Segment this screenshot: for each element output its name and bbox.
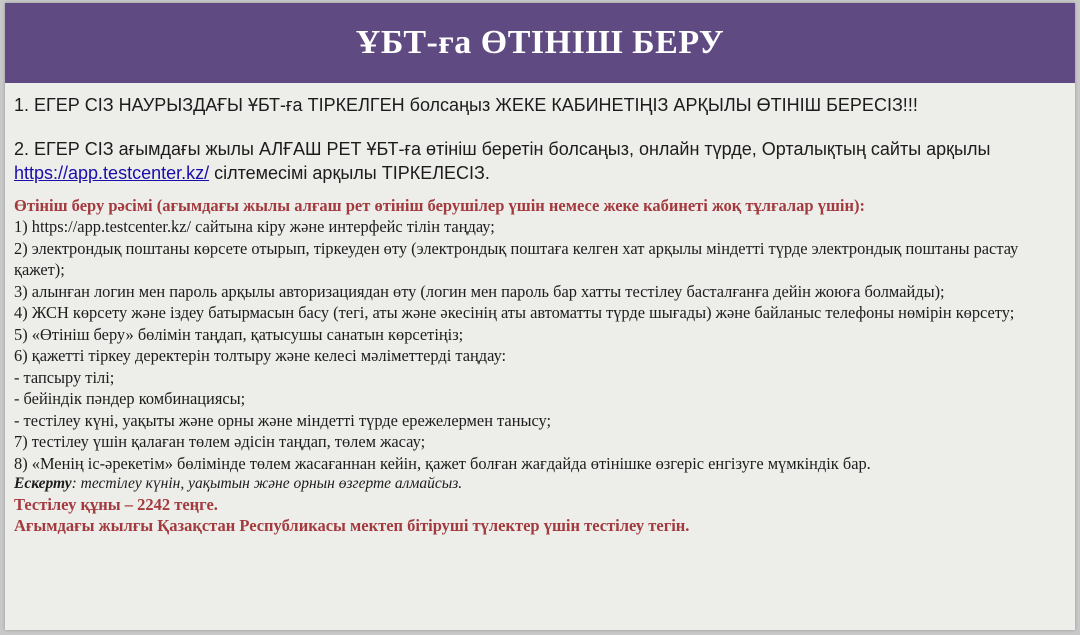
free-testing-text: Ағымдағы жылғы Қазақстан Республикасы мектеп бітіруші түлектер үшін тестілеу тегін. (14, 516, 690, 535)
procedure-item: 2) электрондық поштаны көрсете отырып, тіркеуден өту (электрондық поштаға келген хат арқылы міндетті түрде электрондық поштаны растау қажет); (14, 238, 1019, 279)
procedure-heading: Өтініш беру рәсімі (ағымдағы жылы алғаш рет өтініш берушілер үшін немесе жеке кабинеті жоқ тұлғалар үшін): (14, 196, 865, 215)
slide (5, 3, 1075, 630)
slide-body (14, 93, 1069, 536)
note-label: Ескерту (14, 475, 72, 492)
procedure-item: 3) алынған логин мен пароль арқылы авторизациядан өту (логин мен пароль бар хатты тестілеу басталғанға дейін жоюға болмайды); (14, 281, 945, 301)
step-2-after: сілтемесімі арқылы ТІРКЕЛЕСІЗ. (209, 163, 490, 183)
price-text: Тестілеу құны – 2242 теңге. (14, 495, 218, 514)
procedure-item: 1) https://app.testcenter.kz/ сайтына кіру және интерфейс тілін таңдау; (14, 217, 495, 236)
note (14, 474, 1069, 494)
procedure-item: 6) қажетті тіркеу деректерін толтыру және келесі мәліметтерді таңдау: (14, 346, 507, 365)
page-title: ҰБТ-ға ӨТІНІШ БЕРУ (355, 24, 725, 61)
procedure-item: 7) тестілеу үшін қалаған төлем әдісін таңдап, төлем жасау; (14, 432, 426, 451)
testcenter-link[interactable]: https://app.testcenter.kz/ (14, 163, 210, 183)
procedure-section (14, 195, 1069, 536)
procedure-item: 8) «Менің іс-әрекетім» бөлімінде төлем жасағаннан кейін, қажет болған жағдайда өтінішке өзгеріс енгізуге мүмкіндік бар. (14, 453, 871, 473)
step-2-before: 2. ЕГЕР СІЗ ағымдағы жылы АЛҒАШ РЕТ ҰБТ-ға өтініш беретін болсаңыз, онлайн түрде, Орталықтың сайты арқылы (14, 139, 991, 159)
procedure-item: - тапсыру тілі; (14, 367, 115, 387)
procedure-item: - тестілеу күні, уақыты және орны және міндетті түрде ережелермен танысу; (14, 410, 552, 430)
step-1-text: 1. ЕГЕР СІЗ НАУРЫЗДАҒЫ ҰБТ-ға ТІРКЕЛГЕН болсаңыз ЖЕКЕ КАБИНЕТІҢІЗ АРҚЫЛЫ ӨТІНІШ БЕРЕСІЗ!!! (14, 95, 918, 115)
procedure-item: 4) ЖСН көрсету және іздеу батырмасын басу (тегі, аты және әкесінің аты автоматты түрде шығады) және байланыс телефоны нөмірін көрсету; (14, 303, 1015, 322)
procedure-item: - бейіндік пәндер комбинациясы; (14, 389, 246, 408)
title-bar (5, 3, 1075, 83)
procedure-item: 5) «Өтініш беру» бөлімін таңдап, қатысушы санатын көрсетіңіз; (14, 324, 464, 344)
procedure-list (14, 216, 1069, 474)
note-text: : тестілеу күнін, уақытын және орнын өзгерте алмайсыз. (71, 475, 463, 492)
step-2-text (14, 137, 1069, 185)
